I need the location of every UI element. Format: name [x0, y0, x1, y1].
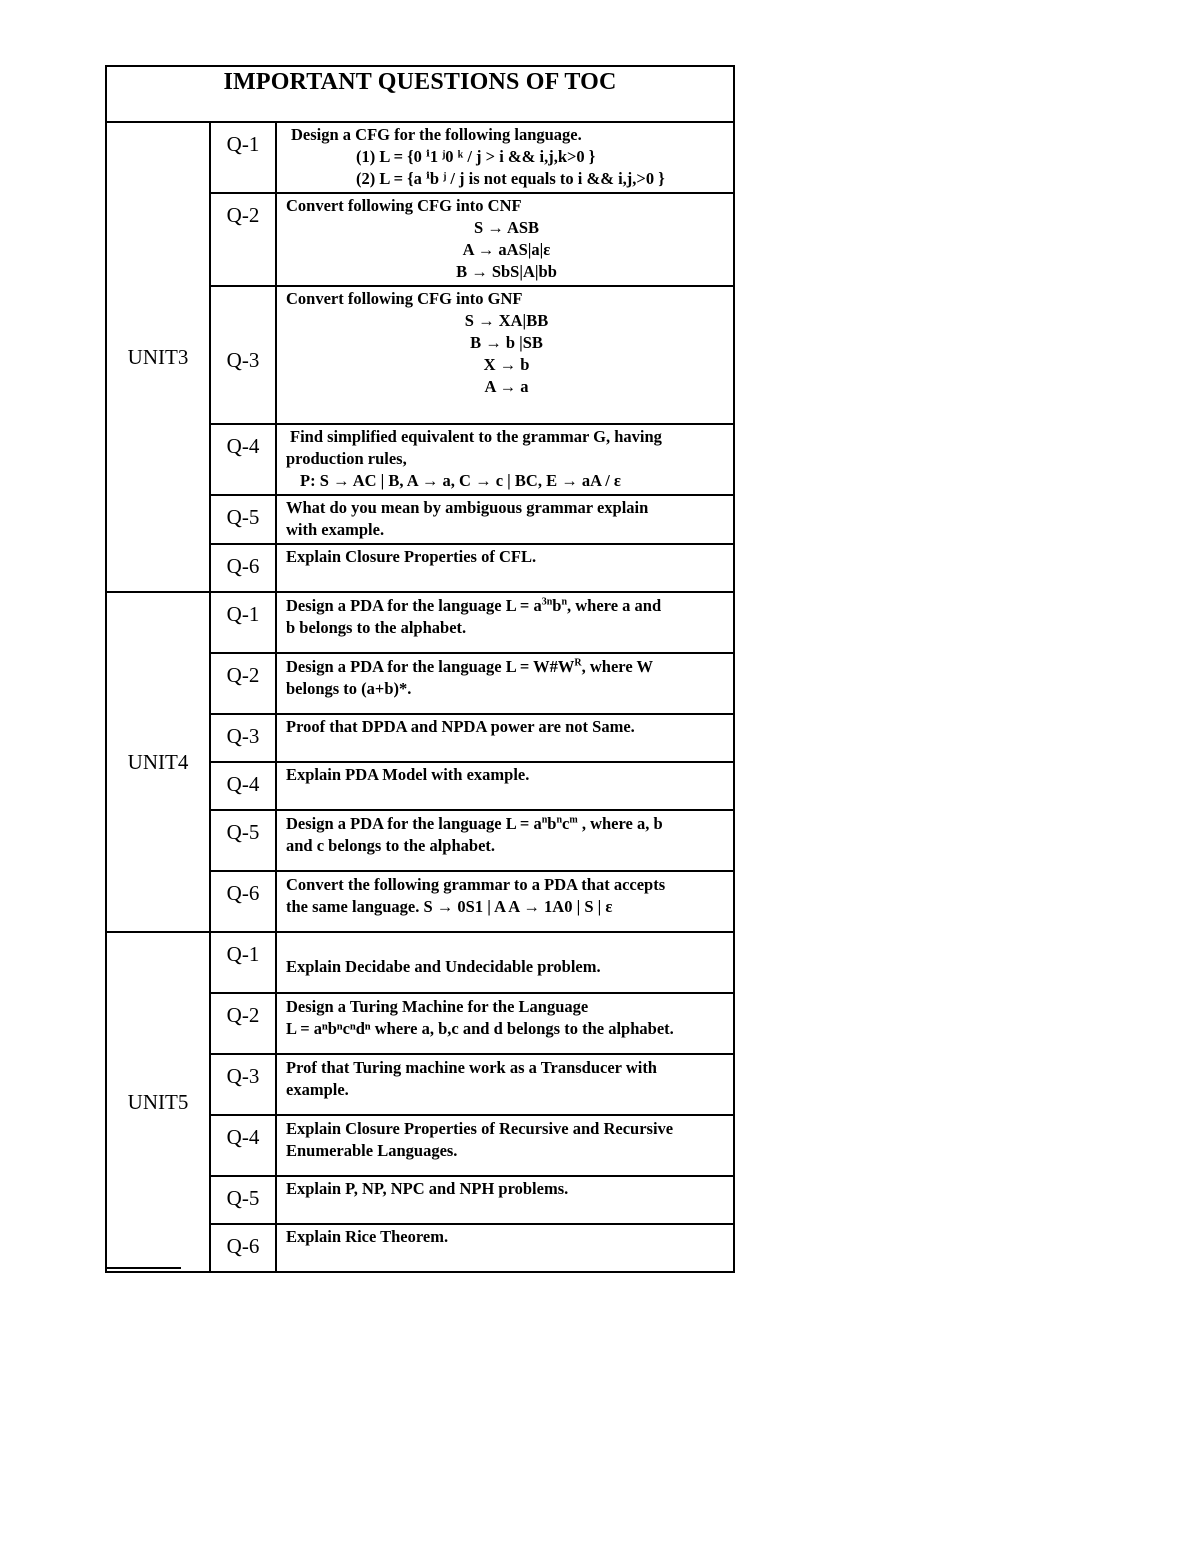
- question-number: Q-1: [210, 122, 276, 193]
- question-line: Design a PDA for the language $L = a^nb^nc^m$ , where a, b: [286, 814, 663, 833]
- question-number: Q-3: [210, 286, 276, 424]
- question-number: Q-4: [210, 1115, 276, 1176]
- question-line: Convert following CFG into GNF: [286, 289, 523, 308]
- question-text: [276, 1176, 734, 1224]
- question-number: Q-5: [210, 810, 276, 871]
- question-number: Q-3: [210, 1054, 276, 1115]
- question-line: Explain P, NP, NPC and NPH problems.: [286, 1179, 569, 1198]
- question-number: Q-2: [210, 193, 276, 286]
- question-text: [276, 810, 734, 871]
- question-line: Enumerable Languages.: [286, 1141, 458, 1160]
- question-line: B → b |SB: [470, 333, 543, 352]
- question-line: Proof that DPDA and NPDA power are not Same.: [286, 717, 635, 736]
- question-text: [276, 286, 734, 424]
- question-line: example.: [286, 1080, 349, 1099]
- question-number: Q-2: [210, 993, 276, 1054]
- question-line: Explain Decidabe and Undecidable problem.: [286, 957, 601, 976]
- question-line: Design a CFG for the following language.: [291, 125, 582, 144]
- question-text: [276, 1224, 734, 1272]
- question-number: Q-2: [210, 653, 276, 714]
- question-number: Q-1: [210, 592, 276, 653]
- question-line: production rules,: [286, 449, 407, 468]
- question-text: [276, 495, 734, 544]
- questions-table: [105, 65, 735, 1273]
- question-line: the same language. S → 0S1 | A A → 1A0 | S | ε: [286, 897, 613, 916]
- question-line: S → ASB: [473, 218, 540, 237]
- question-line: P: S → AC | B, A → a, C → c | BC, E → aA / ε: [300, 471, 621, 490]
- unit-label: UNIT4: [106, 592, 210, 932]
- table-row: [106, 932, 734, 993]
- question-number: Q-1: [210, 932, 276, 993]
- question-line: b belongs to the alphabet.: [286, 618, 467, 637]
- question-text: [276, 714, 734, 762]
- question-text: [276, 762, 734, 810]
- question-line: Explain Closure Properties of Recursive and Recursive: [286, 1119, 674, 1138]
- question-number: Q-3: [210, 714, 276, 762]
- question-number: Q-5: [210, 495, 276, 544]
- question-number: Q-6: [210, 544, 276, 592]
- question-number: Q-4: [210, 424, 276, 495]
- question-line: What do you mean by ambiguous grammar explain: [286, 498, 649, 517]
- question-number: Q-4: [210, 762, 276, 810]
- question-number: Q-6: [210, 871, 276, 932]
- table-row: [106, 122, 734, 193]
- question-text: [276, 871, 734, 932]
- question-sheet: [105, 65, 733, 1273]
- question-number: Q-6: [210, 1224, 276, 1272]
- bottom-rule: [105, 1267, 181, 1269]
- question-line: X → b: [483, 355, 530, 374]
- question-text: [276, 993, 734, 1054]
- question-text: [276, 1115, 734, 1176]
- question-line: Explain Rice Theorem.: [286, 1227, 449, 1246]
- question-line: A → aAS|a|ε: [462, 240, 551, 259]
- unit-label: UNIT5: [106, 932, 210, 1272]
- question-line: B → SbS|A|bb: [456, 262, 557, 281]
- table-row: [106, 592, 734, 653]
- question-line: Design a PDA for the language $L = a^{3n}b^n$, where a and: [286, 596, 662, 615]
- question-text: [276, 544, 734, 592]
- question-text: [276, 193, 734, 286]
- question-line: (1) L = {0 ⁱ1 ʲ0 ᵏ / j > i && i,j,k>0 }: [356, 147, 596, 166]
- question-text: [276, 653, 734, 714]
- question-line: L = aⁿbⁿcⁿdⁿ where a, b,c and d belongs to the alphabet.: [286, 1019, 674, 1038]
- question-number: Q-5: [210, 1176, 276, 1224]
- question-text: [276, 122, 734, 193]
- question-line: S → XA|BB: [464, 311, 549, 330]
- question-line: Convert following CFG into CNF: [286, 196, 522, 215]
- title-row: [106, 66, 734, 122]
- question-line: and c belongs to the alphabet.: [286, 836, 496, 855]
- question-text: [276, 424, 734, 495]
- question-line: Find simplified equivalent to the grammar G, having: [290, 427, 662, 446]
- question-line: A → a: [484, 377, 529, 396]
- question-text: [276, 932, 734, 993]
- question-line: Convert the following grammar to a PDA that accepts: [286, 875, 666, 894]
- question-line: belongs to (a+b)*.: [286, 679, 412, 698]
- unit-label: UNIT3: [106, 122, 210, 592]
- page-title: IMPORTANT QUESTIONS OF TOC: [106, 66, 734, 122]
- question-line: Design a Turing Machine for the Language: [286, 997, 589, 1016]
- question-line: Explain Closure Properties of CFL.: [286, 547, 537, 566]
- question-text: [276, 592, 734, 653]
- question-line: Explain PDA Model with example.: [286, 765, 530, 784]
- question-line: Prof that Turing machine work as a Transducer with: [286, 1058, 657, 1077]
- question-text: [276, 1054, 734, 1115]
- question-line: Design a PDA for the language $L = W\#W^R$, where W: [286, 657, 653, 676]
- question-line: with example.: [286, 520, 385, 539]
- question-line: (2) L = {a ⁱb ʲ / j is not equals to i && i,j,>0 }: [356, 169, 665, 188]
